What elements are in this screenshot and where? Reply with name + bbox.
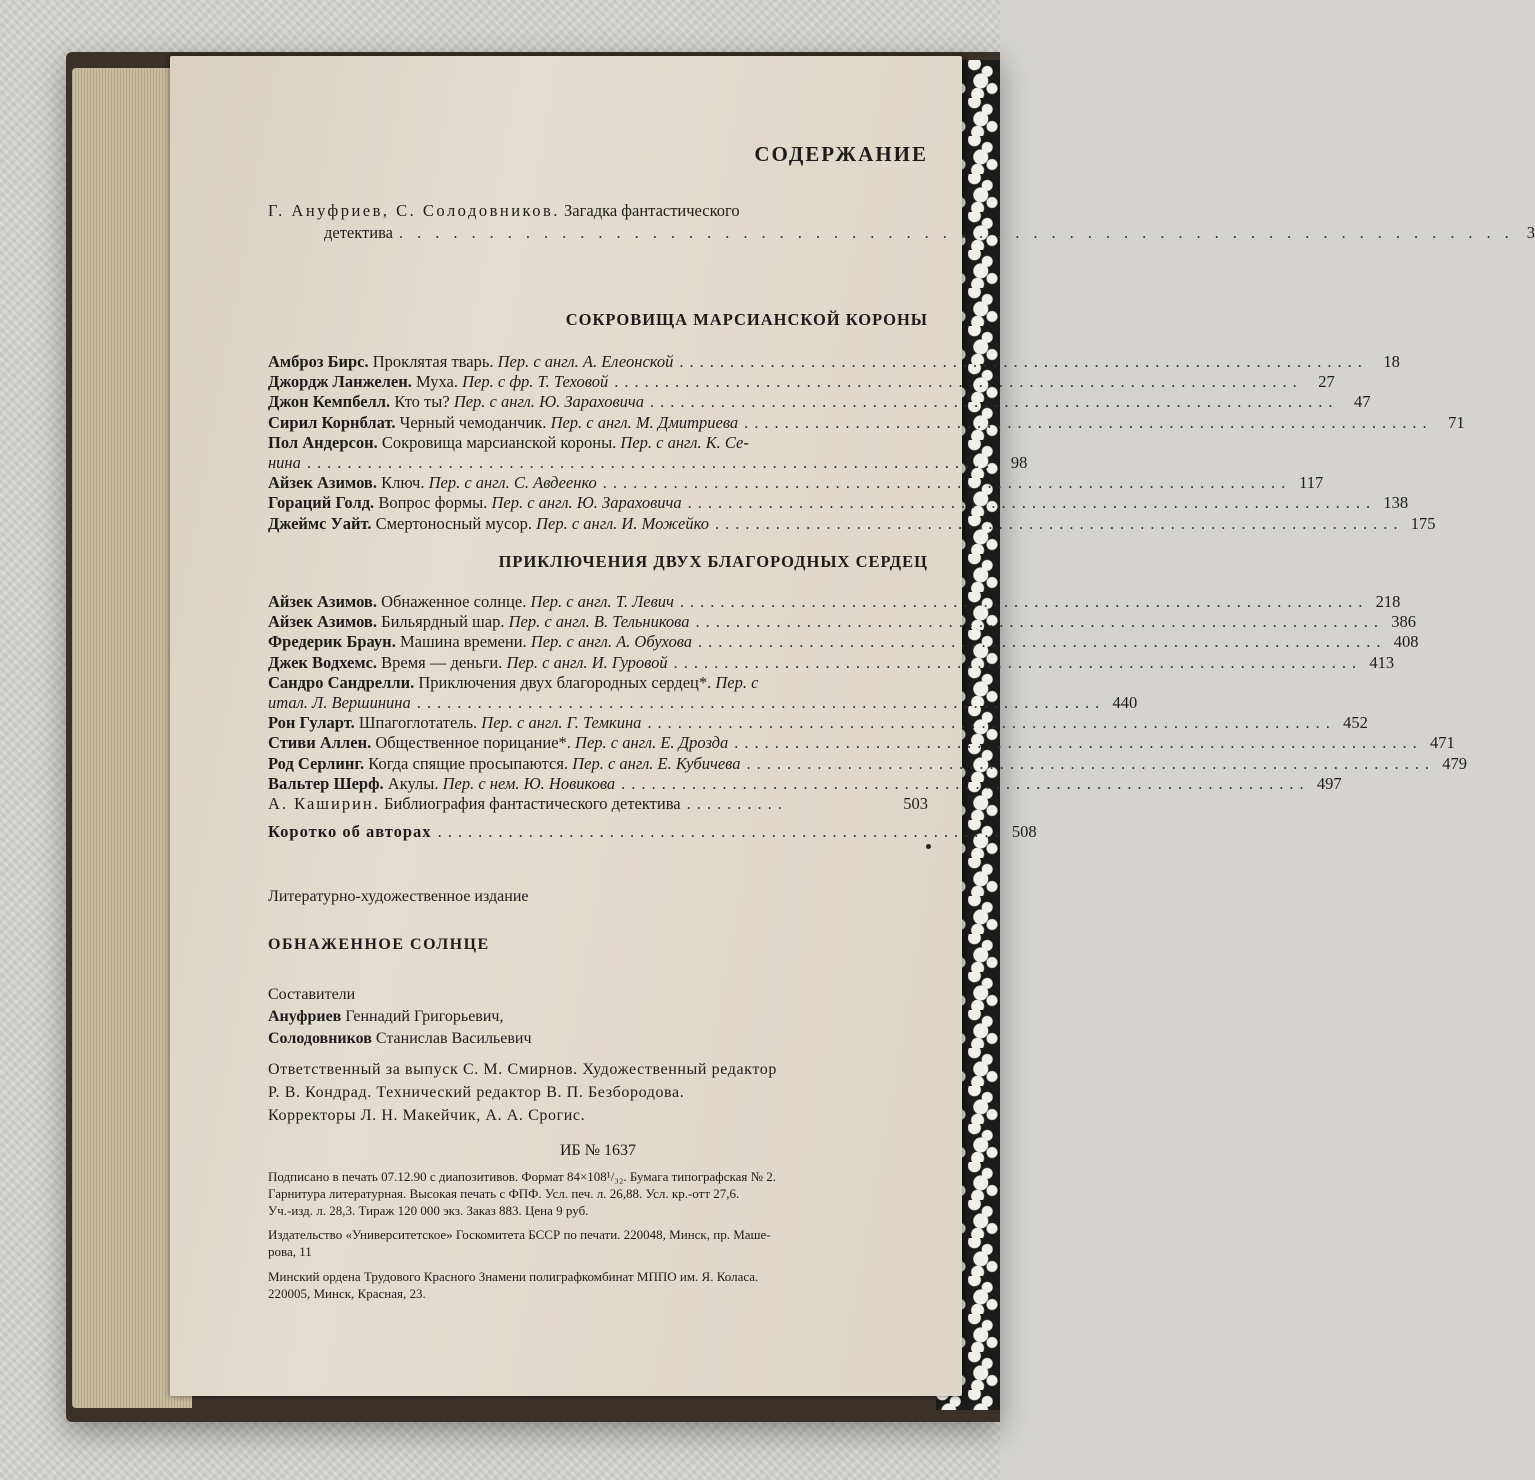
entry-page: 386 — [1391, 612, 1416, 632]
entry-translator: Пер. с англ. Е. Дрозда — [575, 733, 729, 753]
entry-translator: Пер. с англ. К. Се- — [620, 432, 749, 452]
entry-translator: Пер. с англ. Ю. Зараховича — [453, 392, 644, 412]
entry-author: Рон Гуларт. — [268, 713, 355, 733]
toc-entry — [268, 493, 1409, 513]
entry-page: 218 — [1375, 592, 1401, 611]
entry-author: Амброз Бирс. — [268, 352, 369, 371]
preface-title-part1: Загадка фантастического — [564, 201, 740, 220]
toc-entry-continuation — [268, 453, 1028, 473]
dot-leader: .................................................................... — [416, 693, 1106, 713]
printer-details — [268, 1268, 938, 1302]
toc-entry — [268, 733, 1455, 753]
compilers-label: Составители — [268, 986, 356, 1003]
dot-leader: .................................................................... — [714, 513, 1404, 533]
book-title: ОБНАЖЕННОЕ СОЛНЦЕ — [268, 936, 490, 953]
print-line: Подписано в печать 07.12.90 с диапозитивов. Формат 84×108¹/₃₂. Бумага типографская № 2. — [268, 1169, 777, 1184]
closing-entries — [268, 794, 1037, 842]
toc-title: СОДЕРЖАНИЕ — [754, 142, 928, 166]
entry-title: Проклятая тварь. — [372, 352, 494, 371]
staff-block — [268, 1058, 938, 1127]
entry-title: Машина времени. — [399, 632, 527, 652]
entry-author: Айзек Азимов. — [268, 592, 377, 611]
compiler2-name: Станислав Васильевич — [375, 1030, 532, 1047]
dot-leader: .................................................................... — [306, 453, 996, 473]
dot-leader: .............................................................. — [399, 223, 1523, 242]
entry-page: 452 — [1343, 713, 1368, 733]
entry-translator: Пер. с англ. Г. Темкина — [481, 713, 642, 733]
compilers-block — [268, 984, 938, 1050]
toc-entry — [268, 612, 1416, 632]
print-line: Уч.-изд. л. 28,3. Тираж 120 000 экз. Заказ 883. Цена 9 руб. — [268, 1203, 589, 1218]
entry-page: 138 — [1383, 493, 1409, 513]
entry-title: Коротко об авторах — [268, 822, 432, 842]
entry-title: Шпагоглотатель. — [358, 713, 478, 733]
entry-page: 479 — [1442, 753, 1467, 773]
entry-title: Акулы. — [387, 773, 439, 793]
toc-entry-continuation — [268, 693, 1138, 713]
entry-title: Когда спящие просыпаются. — [368, 753, 569, 773]
entry-title: Ключ. — [381, 473, 425, 493]
entry-title: Время — деньги. — [381, 652, 503, 672]
entry-author: Гораций Голд. — [268, 493, 375, 513]
entry-page: 503 — [903, 794, 928, 813]
about-authors-entry — [268, 822, 1037, 842]
dot-leader: .................................................................... — [602, 473, 1292, 493]
preface-page: 3 — [1526, 223, 1535, 242]
printer-line: Минский ордена Трудового Красного Знамени полиграфкомбинат МППО им. Я. Коласа. — [268, 1269, 759, 1284]
entry-translator: Пер. с англ. М. Дмитриева — [550, 412, 739, 432]
entry-translator: Пер. с англ. И. Можейко — [536, 513, 709, 533]
dot-leader: .................................................................... — [621, 773, 1310, 793]
entry-page: 508 — [1011, 822, 1037, 842]
entry-page: 471 — [1430, 733, 1455, 753]
entry-translator: Пер. с англ. Ю. Зараховича — [491, 493, 682, 513]
entry-title: Бильярдный шар. — [381, 612, 505, 632]
entry-title: Библиография фантастического детектива — [383, 794, 681, 813]
entry-author: Айзек Азимов. — [268, 612, 377, 632]
entry-translator: Пер. с англ. А. Елеонской — [497, 352, 674, 371]
entry-title: Общественное порицание*. — [375, 733, 571, 753]
entry-author: Род Серлинг. — [268, 753, 365, 773]
toc-entry — [268, 513, 1436, 534]
dot-leader: .................................................................... — [698, 632, 1387, 652]
toc-entry — [268, 372, 1335, 392]
dot-leader: .................................................................... — [679, 352, 1368, 371]
section-2-entries — [268, 592, 1467, 794]
entry-page: 413 — [1369, 652, 1395, 672]
toc-entry — [268, 673, 928, 693]
entry-page: 408 — [1393, 632, 1419, 652]
entry-title: Приключения двух благородных сердец*. — [418, 672, 712, 692]
preface-title-part2: детектива — [324, 223, 393, 242]
entry-author: Сирил Корнблат. — [268, 412, 396, 432]
dot-leader: ........................................................ — [437, 822, 1005, 842]
entry-page: 71 — [1448, 412, 1465, 432]
entry-author: Джеймс Уайт. — [268, 513, 372, 533]
entry-title: Муха. — [416, 372, 459, 392]
entry-title: Обнаженное солнце. — [381, 592, 527, 611]
publisher-line: рова, 11 — [268, 1244, 312, 1259]
entry-page: 175 — [1410, 513, 1436, 533]
toc-entry — [268, 652, 1395, 673]
entry-page: 47 — [1354, 392, 1371, 412]
entry-translator-cont: итал. Л. Вершинина — [268, 693, 411, 713]
entry-author: Пол Андерсон. — [268, 432, 378, 452]
preface-authors: Г. Ануфриев, С. Солодовников. — [268, 201, 560, 220]
entry-translator: Пер. с англ. В. Тельникова — [508, 612, 690, 632]
dot-leader: .......... — [686, 794, 788, 813]
entry-author: Джордж Ланжелен. — [268, 372, 412, 392]
entry-page: 27 — [1318, 372, 1335, 392]
compiler1-surname: Ануфриев — [268, 1008, 342, 1025]
entry-author: Джон Кемпбелл. — [268, 392, 391, 412]
book-page — [170, 56, 1535, 1396]
entry-page: 98 — [1010, 453, 1028, 473]
entry-title: Черный чемоданчик. — [399, 412, 547, 432]
toc-entry — [268, 753, 1467, 774]
entry-title: Кто ты? — [394, 392, 450, 412]
toc-entry — [268, 412, 1465, 433]
preface-entry — [268, 200, 1535, 244]
toc-entry — [268, 632, 1419, 652]
toc-entry — [268, 392, 1371, 412]
entry-page: 117 — [1299, 473, 1324, 493]
entry-translator: Пер. с — [715, 672, 759, 692]
publisher-details — [268, 1226, 938, 1260]
dot-leader: .................................................................... — [614, 372, 1303, 392]
entry-translator: Пер. с англ. И. Гуровой — [506, 652, 668, 672]
toc-entry — [268, 433, 928, 453]
staff-line: Корректоры Л. Н. Макейчик, А. А. Срогис. — [268, 1107, 586, 1124]
entry-translator-cont: нина — [268, 453, 301, 473]
entry-author: А. Каширин. — [268, 794, 380, 813]
section-title-2: ПРИКЛЮЧЕНИЯ ДВУХ БЛАГОРОДНЫХ СЕРДЕЦ — [498, 552, 928, 571]
entry-translator: Пер. с англ. С. Авдеенко — [428, 473, 597, 493]
toc-entry — [268, 473, 1324, 493]
printer-line: 220005, Минск, Красная, 23. — [268, 1286, 426, 1301]
section-title-1: СОКРОВИЩА МАРСИАНСКОЙ КОРОНЫ — [565, 310, 928, 329]
dot-leader: .................................................................... — [647, 713, 1336, 733]
print-line: Гарнитура литературная. Высокая печать с ФПФ. Усл. печ. л. 26,88. Усл. кр.-отт 27,6. — [268, 1186, 740, 1201]
toc-entry — [268, 713, 1368, 733]
edition-type: Литературно-художественное издание — [268, 888, 529, 905]
section-1-entries — [268, 352, 1465, 534]
entry-author: Вальтер Шерф. — [268, 773, 384, 793]
dot-leader: .................................................................... — [673, 652, 1363, 672]
entry-author: Фредерик Браун. — [268, 632, 396, 652]
entry-author: Сандро Сандрелли. — [268, 672, 415, 692]
dot-leader: .................................................................... — [687, 493, 1377, 513]
toc-entry — [268, 352, 1400, 372]
entry-author: Айзек Азимов. — [268, 473, 377, 493]
compiler2-surname: Солодовников — [268, 1030, 372, 1047]
dot-leader: .................................................................... — [650, 392, 1339, 412]
ink-dot — [926, 844, 931, 849]
staff-line: Ответственный за выпуск С. М. Смирнов. Художественный редактор — [268, 1061, 777, 1078]
entry-author: Стиви Аллен. — [268, 733, 372, 753]
entry-translator: Пер. с англ. Е. Кубичева — [572, 753, 741, 773]
entry-page: 440 — [1112, 693, 1138, 713]
dot-leader: .................................................................... — [695, 612, 1384, 632]
toc-entry — [268, 773, 1342, 794]
entry-translator: Пер. с англ. А. Обухова — [530, 632, 692, 652]
entry-translator: Пер. с англ. Т. Левич — [530, 592, 674, 611]
entry-page: 18 — [1383, 352, 1400, 371]
entry-title: Сокровища марсианской короны. — [381, 432, 617, 452]
dot-leader: .................................................................... — [744, 412, 1433, 432]
bibliography-entry — [268, 794, 928, 814]
ib-number: ИБ № 1637 — [559, 1142, 636, 1159]
print-details — [268, 1168, 938, 1219]
entry-translator: Пер. с нем. Ю. Новикова — [442, 773, 616, 793]
dot-leader: .................................................................... — [679, 592, 1369, 611]
dot-leader: .................................................................... — [734, 733, 1423, 753]
entry-title: Смертоносный мусор. — [375, 513, 532, 533]
entry-page: 497 — [1316, 773, 1342, 793]
entry-author: Джек Водхемс. — [268, 652, 378, 672]
entry-translator: Пер. с фр. Т. Теховой — [462, 372, 609, 392]
publisher-line: Издательство «Университетское» Госкомитета БССР по печати. 220048, Минск, пр. Машe- — [268, 1227, 771, 1242]
toc-entry — [268, 592, 1401, 612]
staff-line: Р. В. Кондрад. Технический редактор В. П. Безбородова. — [268, 1084, 685, 1101]
compiler1-name: Геннадий Григорьевич, — [345, 1008, 504, 1025]
entry-title: Вопрос формы. — [378, 493, 488, 513]
dot-leader: .................................................................... — [746, 753, 1435, 773]
